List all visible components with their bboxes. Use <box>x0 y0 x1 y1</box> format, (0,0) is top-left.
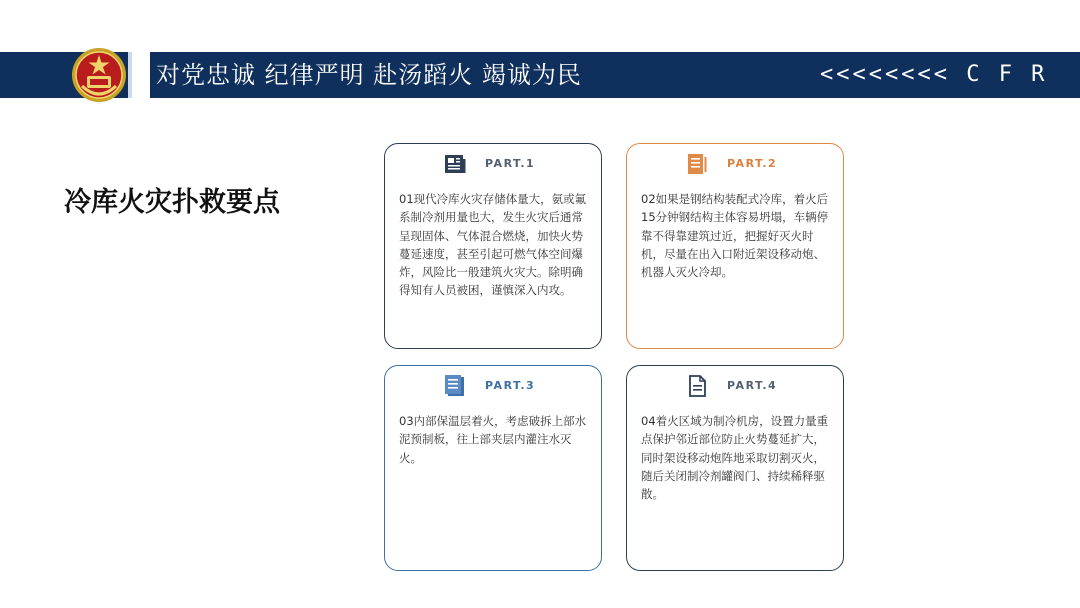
newspaper-icon <box>443 152 467 176</box>
card-part-label: PART.2 <box>727 157 778 170</box>
card-part-label: PART.4 <box>727 379 778 392</box>
part-card-3 <box>384 365 602 571</box>
card-header <box>385 374 601 400</box>
card-header <box>385 152 601 178</box>
card-body-text: 03内部保温层着火，考虑破拆上部水泥预制板，往上部夹层内灌注水灭火。 <box>399 414 587 465</box>
part-card-1 <box>384 143 602 349</box>
document-icon <box>685 152 709 176</box>
card-part-label: PART.3 <box>485 379 536 392</box>
card-header <box>627 152 843 178</box>
card-body-text: 02如果是钢结构装配式冷库，着火后15分钟钢结构主体容易坍塌，车辆停靠不得靠建筑过近，把握好灭火时机，尽量在出入口附近架设移动炮、机器人灭火冷却。 <box>641 192 829 280</box>
page-title: 冷库火灾扑救要点 <box>64 187 280 218</box>
header-cfr-tag: <<<<<<<< C F R <box>820 62 1048 87</box>
header-slogan: 对党忠诚 纪律严明 赴汤蹈火 竭诚为民 <box>156 61 582 89</box>
banner-divider-line <box>128 52 132 98</box>
card-body-text: 04着火区域为制冷机房，设置力量重点保护邻近部位防止火势蔓延扩大，同时架设移动炮阵地采取切割灭火，随后关闭制冷剂罐阀门、持续稀释驱散。 <box>641 414 829 502</box>
list-icon <box>443 374 467 398</box>
card-body-text: 01现代冷库火灾存储体量大，氨或氟系制冷剂用量也大，发生火灾后通常呈现固体、气体混合燃烧，加快火势蔓延速度，甚至引起可燃气体空间爆炸，风险比一般建筑火灾大。除明确得知有人员被困，谨慎深入内攻。 <box>399 192 587 298</box>
fire-rescue-emblem-icon <box>70 46 128 104</box>
card-header <box>627 374 843 400</box>
part-card-4 <box>626 365 844 571</box>
file-icon <box>685 374 709 398</box>
part-card-2 <box>626 143 844 349</box>
card-part-label: PART.1 <box>485 157 536 170</box>
